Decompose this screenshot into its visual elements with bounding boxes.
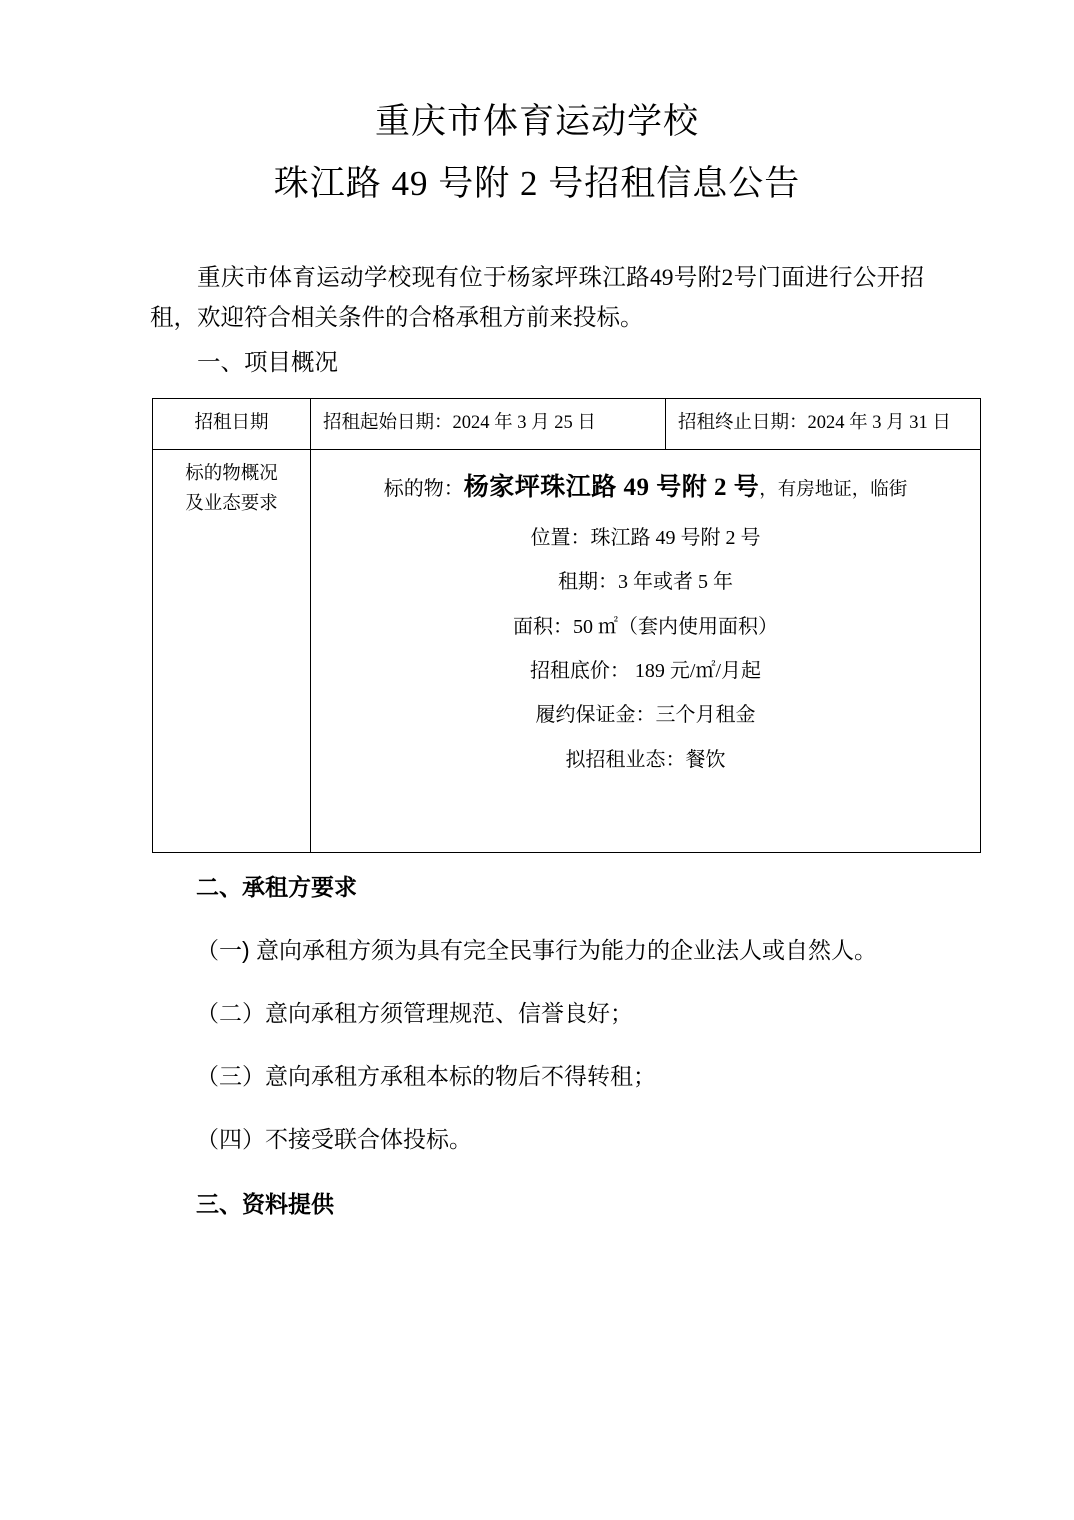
- section-heading-3: 三、资料提供: [196, 1190, 334, 1217]
- project-overview-table: [152, 398, 981, 853]
- table-row: [153, 399, 981, 450]
- document-title: [150, 95, 924, 212]
- subject-label-line-1: 标的物概况: [185, 464, 278, 485]
- detail-deposit: 履约保证金：三个月租金: [535, 704, 756, 727]
- detail-base-price: 招租底价： 189 元/㎡/月起: [529, 659, 762, 682]
- table-row: [153, 450, 981, 853]
- detail-area: 面积：50 ㎡（套内使用面积）: [513, 615, 778, 638]
- subject-detail-cell: [311, 450, 981, 853]
- requirement-item: （四）不接受联合体投标。: [196, 1125, 472, 1152]
- requirement-item: （三）意向承租方承租本标的物后不得转租；: [196, 1062, 656, 1089]
- requirement-item: （一) 意向承租方须为具有完全民事行为能力的企业法人或自然人。: [196, 937, 878, 964]
- subject-label-line-2: 及业态要求: [185, 494, 278, 515]
- subject-line: [323, 460, 968, 516]
- section-heading-2: 二、承租方要求: [196, 874, 357, 901]
- subject-suffix: ，有房地证，临街: [759, 480, 908, 501]
- subject-name: 杨家坪珠江路 49 号附 2 号: [463, 474, 760, 502]
- detail-term: 租期：3 年或者 5 年: [558, 571, 733, 594]
- rent-end-date: 招租终止日期：2024 年 3 月 31 日: [666, 399, 981, 450]
- subject-prefix: 标的物：: [383, 478, 464, 501]
- requirement-item: （二）意向承租方须管理规范、信誉良好；: [196, 1000, 633, 1027]
- section-heading-1: 一、项目概况: [197, 350, 338, 377]
- rent-period-label: 招租日期: [153, 399, 311, 450]
- intro-paragraph: 重庆市体育运动学校现有位于杨家坪珠江路49号附2号门面进行公开招租，欢迎符合相关条件的合格承租方前来投标。: [150, 264, 924, 331]
- title-line-2: 珠江路 49 号附 2 号招租信息公告: [273, 164, 801, 204]
- title-line-1: 重庆市体育运动学校: [374, 102, 699, 141]
- subject-label: [153, 450, 311, 853]
- requirements-list: [150, 928, 924, 1161]
- rent-start-date: 招租起始日期：2024 年 3 月 25 日: [311, 399, 666, 450]
- detail-business-type: 拟招租业态：餐饮: [565, 748, 726, 771]
- detail-location: 位置：珠江路 49 号附 2 号: [530, 526, 761, 549]
